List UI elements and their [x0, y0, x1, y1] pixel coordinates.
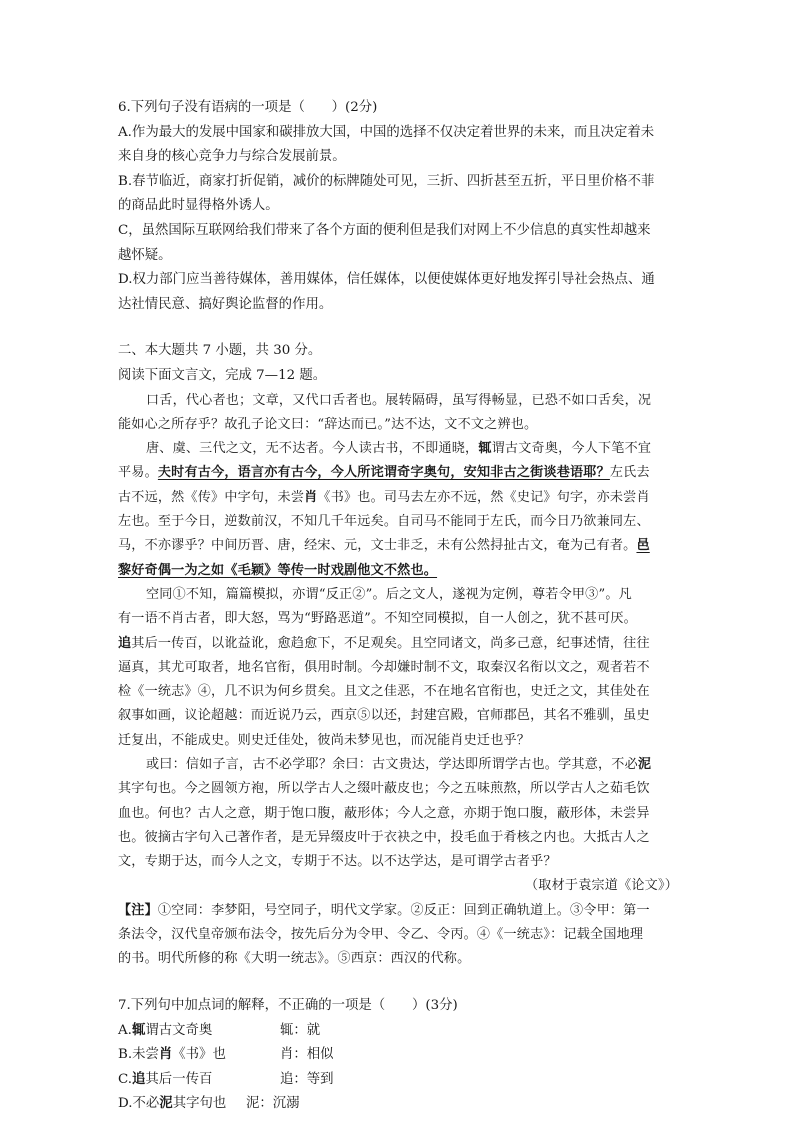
- question-6-title: 6.下列句子没有语病的一项是（ ）(2分): [118, 100, 378, 115]
- passage-line: 能如心之所存乎？故孔子论文曰：“辞达而已。”达不达，文不文之辨也。: [118, 416, 538, 432]
- dotted-word: 泥: [159, 1095, 173, 1112]
- question-6-line: 来自身的核心竞争力与综合发展前景。: [118, 149, 346, 165]
- notes-label: 【注】: [118, 902, 158, 918]
- notes-line: 条法令，汉代皇帝颁布法令，按先后分为令甲、令乙、令丙。④《一统志》：记载全国地理: [118, 927, 644, 943]
- option-gloss: 泥：沉溺: [246, 1096, 300, 1112]
- dotted-word: 追: [132, 1070, 146, 1087]
- underlined-sentence: 邑: [636, 538, 650, 554]
- passage-line: 检《一统志》④，几不识为何乡贯矣。且文之佳恶，不在地名官衔也，史迁之文，其佳处在: [118, 684, 650, 700]
- section-intro: 阅读下面文言文，完成 7—12 题。: [118, 367, 327, 383]
- option-a: A.辄谓古文奇奥 辄：就: [118, 1018, 678, 1042]
- question-6-line: 达社情民意、搞好舆论监督的作用。: [118, 296, 333, 312]
- passage-line: 叙事如画，议论超越：而近说乃云，西京⑤以还，封建宫殿，官师郡邑，其名不雅驯，虽史: [118, 708, 650, 724]
- question-7-title: 7.下列句中加点词的解释，不正确的一项是（ ）(3分): [118, 997, 458, 1013]
- dotted-word: 辄: [478, 441, 492, 457]
- passage-line: 左也。至于今日，逆数前汉，不知几千年远矣。自司马不能同于左氏，而今日乃欲兼同左、: [118, 514, 650, 530]
- dotted-word: 泥: [637, 756, 652, 772]
- passage-line: 唐、虞、三代之文，无不达者。今人读古书，不即通晓，辄谓古文奇奥，今人下笔不宜: [146, 441, 652, 457]
- option-gloss: 追：等到: [280, 1071, 334, 1087]
- passage-line: 平易。夫时有古今，语言亦有古今，今人所诧谓奇字奥句，安知非古之街谈巷语耶？左氏去: [118, 465, 650, 481]
- passage-line: 其字句也。今之圆领方袍，所以学古人之缀叶蔽皮也；今之五味煎熬，所以学古人之茹毛饮: [118, 781, 650, 797]
- passage-line: 空同①不知，篇篇模拟，亦谓“反正②”。后之文人，遂视为定例，尊若令甲③”。凡: [146, 586, 632, 602]
- dotted-word: 肖: [304, 489, 318, 505]
- question-6: [118, 96, 678, 317]
- question-6-line: 越怀疑。: [118, 247, 172, 263]
- document-page: [118, 96, 678, 1116]
- passage-source: （取材于袁宗道《论文》）: [525, 878, 678, 894]
- passage-line: 口舌，代心者也；文章，又代口舌者也。展转隔碍，虽写得畅显，已恐不如口舌矣，况: [146, 392, 652, 408]
- notes-line: 的书。明代所修的称《大明一统志》。⑤西京：西汉的代称。: [118, 951, 471, 967]
- passage-line: 马，不亦谬乎？中间历晋、唐，经宋、元，文士非乏，未有公然挦扯古文，奄为己有者。邑: [118, 538, 650, 554]
- dotted-word: 辄: [131, 1022, 146, 1039]
- option-gloss: 肖：相似: [280, 1047, 334, 1063]
- notes-line: 【注】①空同：李梦阳，号空同子，明代文学家。②反正：回到正确轨道上。③令甲：第一: [118, 902, 650, 918]
- passage-line: 有一语不肖古者，即大怒，骂为“野路恶道”。不知空同模拟，自一人创之，犹不甚可厌。: [118, 611, 637, 627]
- question-6-line: 的商品此时显得格外诱人。: [118, 198, 279, 214]
- question-6-line: D.权力部门应当善待媒体，善用媒体，信任媒体，以便使媒体更好地发挥引导社会热点、通: [118, 272, 655, 288]
- option-gloss: 辄：就: [280, 1023, 321, 1039]
- section-heading: 二、本大题共 7 小题，共 30 分。: [118, 343, 322, 359]
- passage-line: 血也。何也？古人之意，期于饱口腹，蔽形体；今人之意，亦期于饱口腹，蔽形体，未尝异: [118, 805, 650, 821]
- passage-line: 追其后一传百，以讹益讹，愈趋愈下，不足观矣。且空同诸文，尚多己意，纪事述情，往往: [118, 635, 650, 651]
- passage-line: 或曰：信如子言，古不必学耶？余曰：古文贵达，学达即所谓学古也。学其意，不必泥: [146, 756, 652, 772]
- classical-passage: [118, 389, 678, 972]
- question-6-line: C，虽然国际互联网给我们带来了各个方面的便利但是我们对网上不少信息的真实性却越来: [118, 222, 651, 238]
- underlined-sentence: 夫时有古今，语言亦有古今，今人所诧谓奇字奥句，安知非古之街谈巷语耶？: [157, 465, 610, 481]
- option-d: D.不必泥其字句也 泥：沉溺: [118, 1091, 678, 1115]
- underlined-sentence: 黎好奇偶一为之如《毛颖》等传一时戏剧他文不然也。: [118, 562, 438, 578]
- dotted-word: 肖: [158, 1046, 173, 1063]
- option-c: C.追其后一传百 追：等到: [118, 1067, 678, 1091]
- passage-line: 逼真，其尤可取者，地名官衔，俱用时制。今却嫌时制不文，取秦汉名衔以文之，观者若不: [118, 659, 650, 675]
- spacer: [118, 317, 678, 339]
- passage-line: 也。彼摘古字句入己著作者，是无异缀皮叶于衣袂之中，投毛血于肴核之内也。大抵古人之: [118, 829, 650, 845]
- spacer: [118, 972, 678, 994]
- question-6-line: A.作为最大的发展中国家和碳排放大国，中国的选择不仅决定着世界的未来，而且决定着未: [118, 124, 655, 140]
- option-b: B.未尝肖《书》也 肖：相似: [118, 1042, 678, 1066]
- question-6-line: B.春节临近，商家打折促销，减价的标牌随处可见，三折、四折甚至五折，平日里价格不菲: [118, 173, 655, 189]
- passage-line: 迁复出，不能成史。则史迁佳处，彼尚未梦见也，而况能肖史迁也乎？: [118, 732, 531, 748]
- passage-line: 古不远，然《传》中字句，未尝肖《书》也。司马去左亦不远，然《史记》句字，亦未尝肖: [118, 489, 650, 505]
- passage-line: [118, 559, 678, 583]
- passage-line: 文，专期于达，而今人之文，专期于不达。以不达学达，是可谓学古者乎？: [118, 854, 557, 870]
- question-7: [118, 994, 678, 1116]
- dotted-word: 追: [118, 635, 132, 651]
